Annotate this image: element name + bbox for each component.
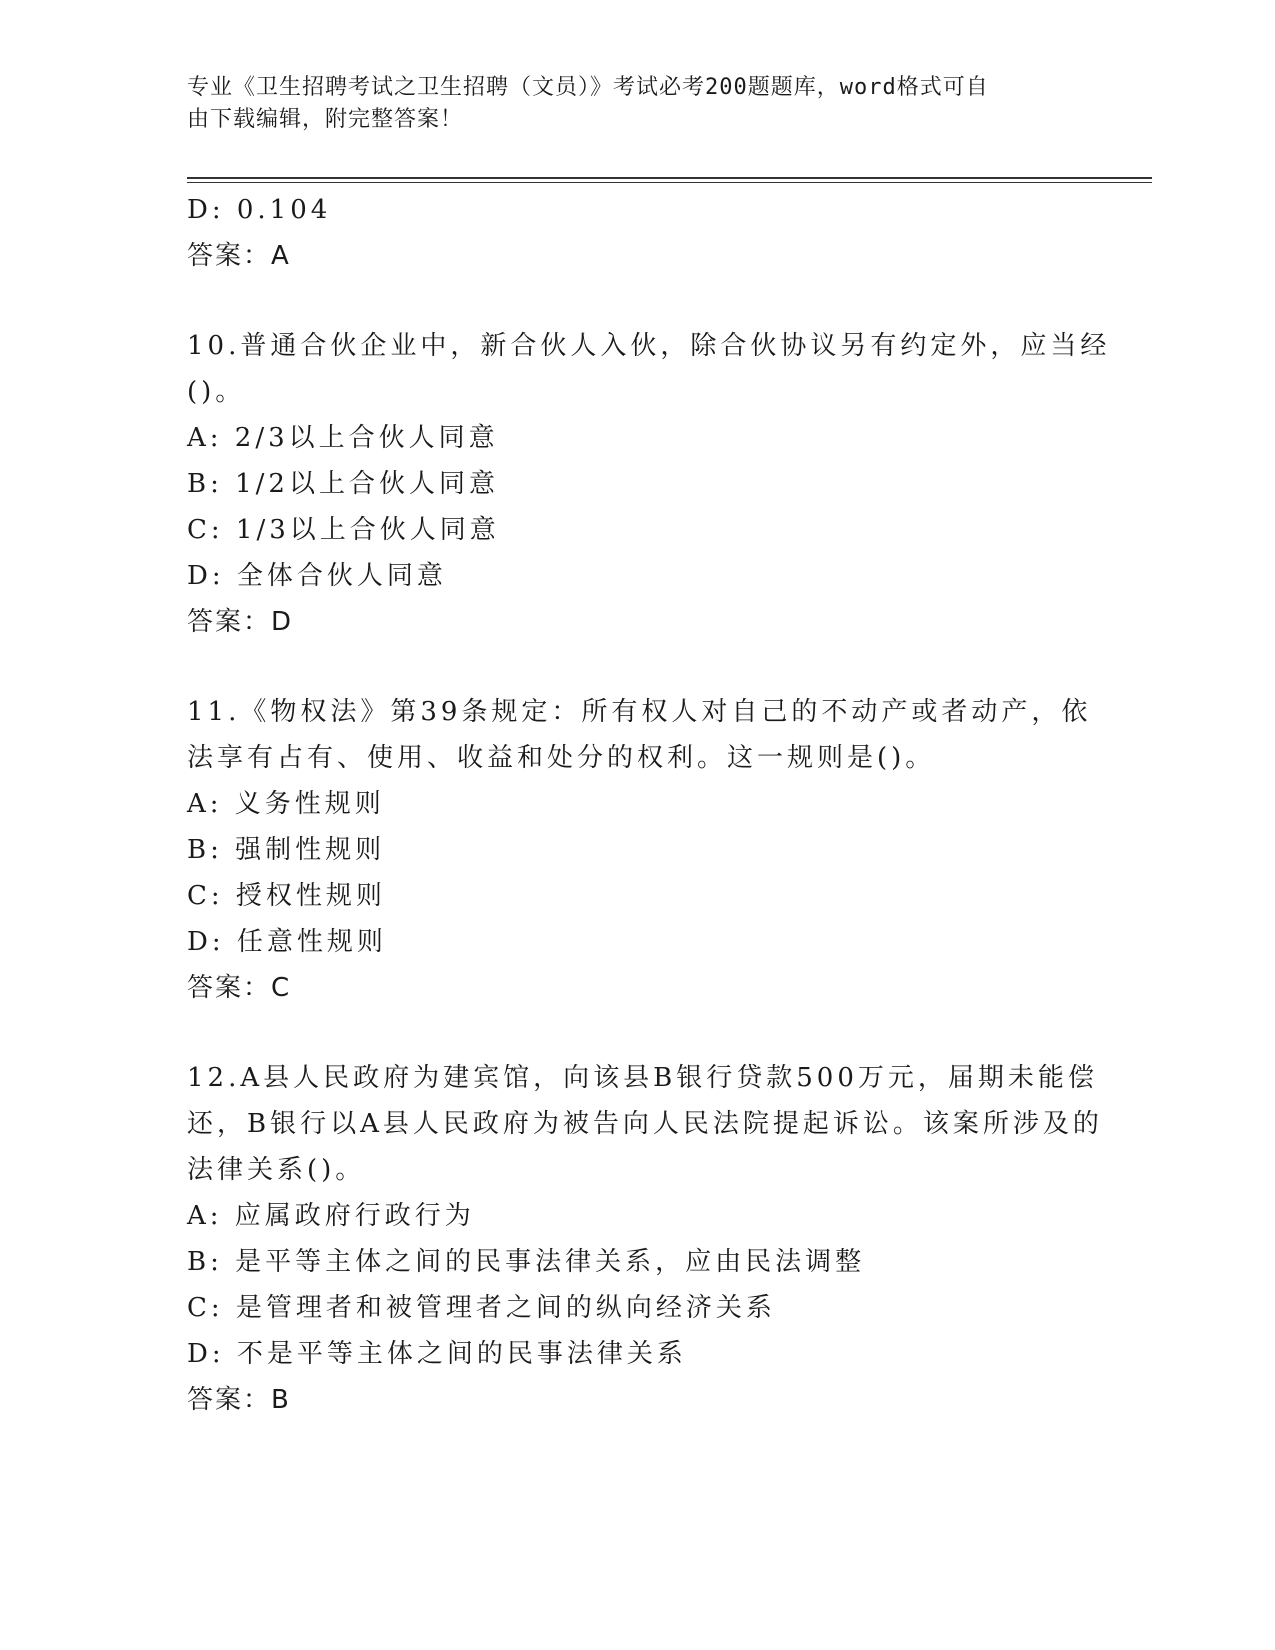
- option-b: B: 强制性规则: [187, 835, 386, 865]
- question-stem-line: 10.普通合伙企业中，新合伙人入伙，除合伙协议另有约定外，应当经: [187, 331, 1111, 361]
- answer: 答案：C: [187, 973, 292, 1003]
- header-line-2: 由下载编辑，附完整答案！: [187, 107, 464, 132]
- prev-option-d: D: 0.104: [187, 195, 332, 225]
- question-stem-line: 11.《物权法》第39条规定：所有权人对自己的不动产或者动产，依: [187, 697, 1092, 727]
- spacer: [187, 645, 1087, 689]
- question-stem-line: 法律关系()。: [187, 1155, 366, 1185]
- question-stem-line: 法享有占有、使用、收益和处分的权利。这一规则是()。: [187, 743, 936, 773]
- answer: 答案：B: [187, 1385, 291, 1415]
- answer: 答案：D: [187, 607, 294, 637]
- option-a: A: 2/3以上合伙人同意: [187, 423, 499, 453]
- option-c: C: 授权性规则: [187, 881, 386, 911]
- option-d: D: 全体合伙人同意: [187, 561, 447, 591]
- document-header: [187, 72, 1067, 136]
- option-a: A: 义务性规则: [187, 789, 385, 819]
- option-c: C: 是管理者和被管理者之间的纵向经济关系: [187, 1293, 776, 1323]
- option-d: D: 不是平等主体之间的民事法律关系: [187, 1339, 687, 1369]
- option-b: B: 是平等主体之间的民事法律关系，应由民法调整: [187, 1247, 866, 1277]
- question-10: [187, 323, 1111, 645]
- option-d: D: 任意性规则: [187, 927, 387, 957]
- spacer: [187, 1011, 1087, 1055]
- question-stem-line: ()。: [187, 377, 246, 407]
- option-b: B: 1/2以上合伙人同意: [187, 469, 499, 499]
- question-content: [187, 187, 1111, 1423]
- question-11: [187, 689, 1092, 1011]
- header-divider-thin: [187, 182, 1152, 183]
- spacer: [187, 279, 1087, 323]
- option-a: A: 应属政府行政行为: [187, 1201, 475, 1231]
- header-line-1: 专业《卫生招聘考试之卫生招聘（文员）》考试必考200题题库，word格式可自: [187, 75, 989, 100]
- question-stem-line: 12.A县人民政府为建宾馆，向该县B银行贷款500万元，届期未能偿: [187, 1063, 1098, 1093]
- prev-answer: 答案：A: [187, 241, 291, 271]
- question-stem-line: 还，B银行以A县人民政府为被告向人民法院提起诉讼。该案所涉及的: [187, 1109, 1103, 1139]
- option-c: C: 1/3以上合伙人同意: [187, 515, 500, 545]
- question-12: [187, 1055, 1103, 1423]
- header-divider-thick: [187, 177, 1152, 179]
